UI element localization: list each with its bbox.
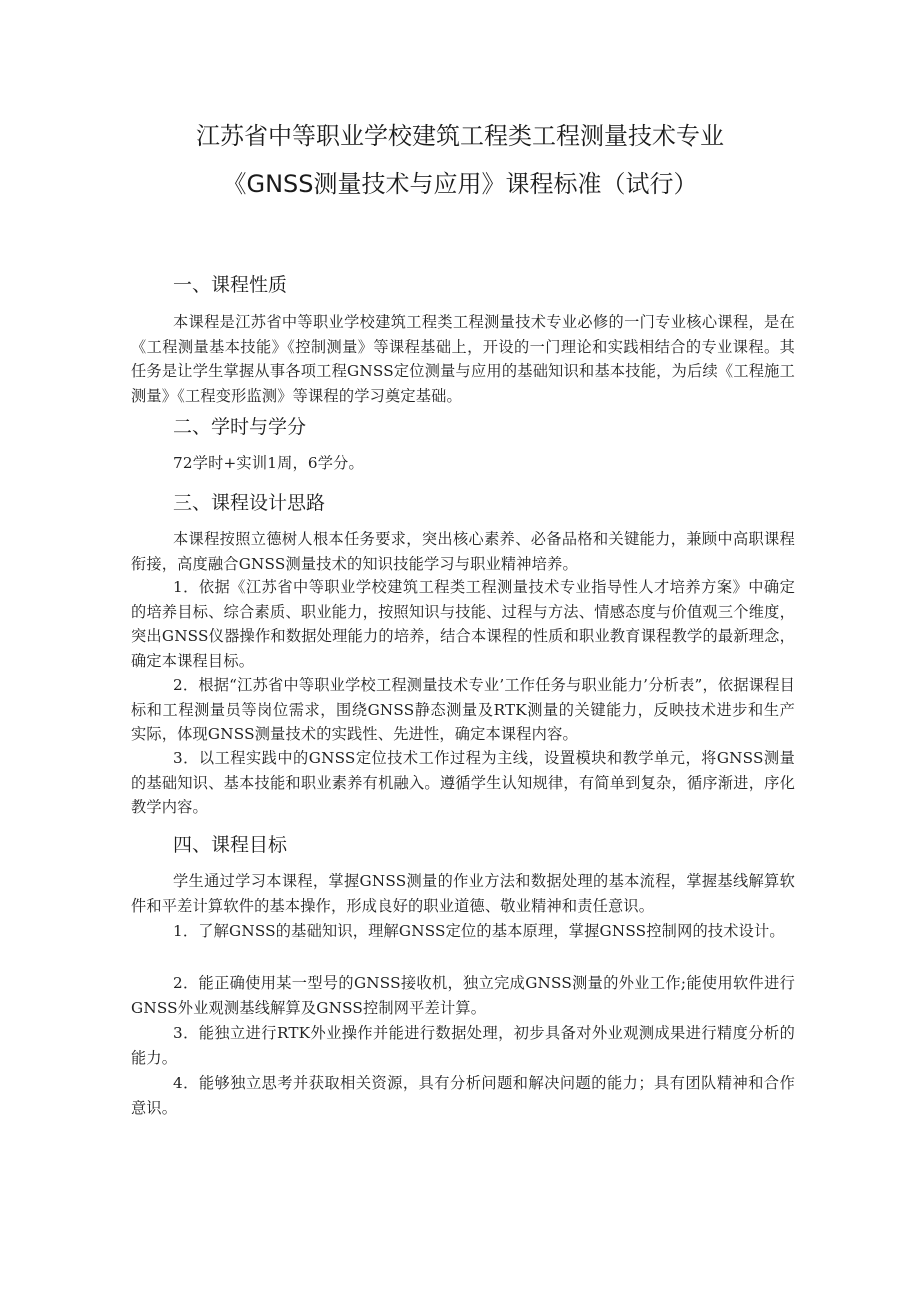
paragraph-design-item-2: 2．根据“江苏省中等职业学校工程测量技术专业’工作任务与职业能力’分析表”，依据课程目标和工程测量员等岗位需求，围绕GNSS静态测量及RTK测量的关键能力，反映技术进步和生产实际，体现GNSS测量技术的实践性、先进性，确定本课程内容。 (131, 676, 795, 744)
section-heading-design-ideas: 三、课程设计思路 (173, 492, 326, 514)
section-heading-course-nature: 一、课程性质 (173, 274, 288, 296)
section-heading-course-objectives: 四、课程目标 (173, 834, 288, 856)
paragraph-objective-3: 3．能独立进行RTK外业操作并能进行数据处理，初步具备对外业观测成果进行精度分析的能力。 (131, 1024, 795, 1067)
paragraph-objective-2: 2．能正确使用某一型号的GNSS接收机，独立完成GNSS测量的外业工作;能使用软件进行GNSS外业观测基线解算及GNSS控制网平差计算。 (131, 974, 795, 1017)
paragraph-objectives-intro: 学生通过学习本课程，掌握GNSS测量的作业方法和数据处理的基本流程，掌握基线解算软件和平差计算软件的基本操作，形成良好的职业道德、敬业精神和责任意识。 (131, 872, 795, 915)
paragraph-objective-4: 4．能够独立思考并获取相关资源，具有分析问题和解决问题的能力；具有团队精神和合作意识。 (131, 1074, 795, 1117)
paragraph-design-item-1: 1．依据《江苏省中等职业学校建筑工程类工程测量技术专业指导性人才培养方案》中确定的培养目标、综合素质、职业能力，按照知识与技能、过程与方法、情感态度与价值观三个维度，突出GNSS仪器操作和数据处理能力的培养，结合本课程的性质和职业教育课程教学的最新理念，确定本课程目标。 (131, 578, 795, 670)
paragraph-objective-1: 1．了解GNSS的基础知识，理解GNSS定位的基本原理，掌握GNSS控制网的技术设计。 (173, 922, 785, 940)
paragraph-course-nature: 本课程是江苏省中等职业学校建筑工程类工程测量技术专业必修的一门专业核心课程，是在《工程测量基本技能》《控制测量》等课程基础上，开设的一门理论和实践相结合的专业课程。其任务是让学生掌握从事各项工程GNSS定位测量与应用的基础知识和基本技能，为后续《工程施工测量》《工程变形监测》等课程的学习奠定基础。 (131, 313, 795, 405)
section-heading-hours-credits: 二、学时与学分 (173, 416, 307, 438)
document-title-line-1: 江苏省中等职业学校建筑工程类工程测量技术专业 (196, 122, 724, 150)
paragraph-hours-credits: 72学时+实训1周，6学分。 (173, 454, 364, 472)
paragraph-design-intro: 本课程按照立德树人根本任务要求，突出核心素养、必备品格和关键能力，兼顾中高职课程衔接，高度融合GNSS测量技术的知识技能学习与职业精神培养。 (131, 530, 795, 573)
paragraph-design-item-3: 3．以工程实践中的GNSS定位技术工作过程为主线，设置模块和教学单元，将GNSS测量的基础知识、基本技能和职业素养有机融入。遵循学生认知规律，有简单到复杂，循序渐进，序化教学内容。 (131, 749, 795, 817)
document-title-line-2: 《GNSS测量技术与应用》课程标准（试行） (222, 170, 698, 198)
